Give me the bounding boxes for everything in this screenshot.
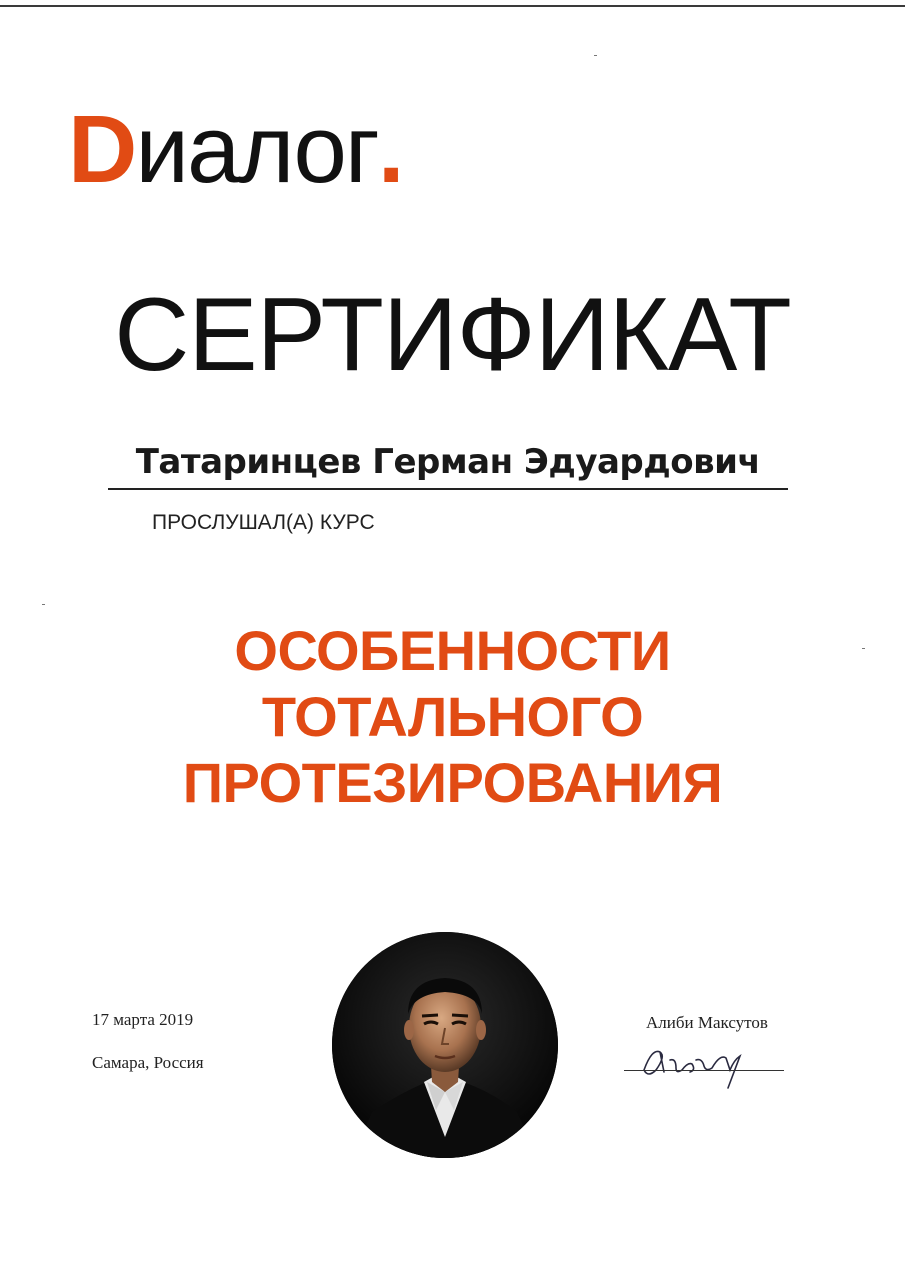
course-title-line-2: ТОТАЛЬНОГО — [261, 685, 644, 748]
signature-line — [624, 1070, 784, 1071]
certificate-place: Самара, Россия — [92, 1053, 204, 1072]
handwritten-signature-icon — [630, 1030, 760, 1090]
recipient-underline — [108, 488, 788, 490]
course-title — [0, 618, 905, 816]
scan-speck — [42, 604, 45, 605]
certificate-title: СЕРТИФИКАТ — [114, 277, 791, 393]
instructor-portrait-photo — [332, 932, 558, 1158]
certificate-date: 17 марта 2019 — [92, 1010, 194, 1029]
logo-dot: . — [377, 96, 403, 203]
dialog-logo — [68, 96, 403, 203]
logo-text: иалог — [135, 96, 378, 203]
course-title-line-1: ОСОБЕННОСТИ — [234, 619, 671, 682]
recipient-name: Татаринцев Герман Эдуардович — [135, 442, 761, 482]
course-title-line-3: ПРОТЕЗИРОВАНИЯ — [182, 751, 723, 814]
course-intro-label: ПРОСЛУШАЛ(А) КУРС — [152, 511, 375, 534]
signer-name: Алиби Максутов — [646, 1013, 768, 1032]
scan-speck — [594, 55, 597, 56]
scan-top-edge — [0, 5, 905, 7]
scan-speck — [862, 648, 865, 649]
portrait-illustration — [332, 932, 558, 1158]
logo-letter-d: D — [68, 96, 136, 203]
